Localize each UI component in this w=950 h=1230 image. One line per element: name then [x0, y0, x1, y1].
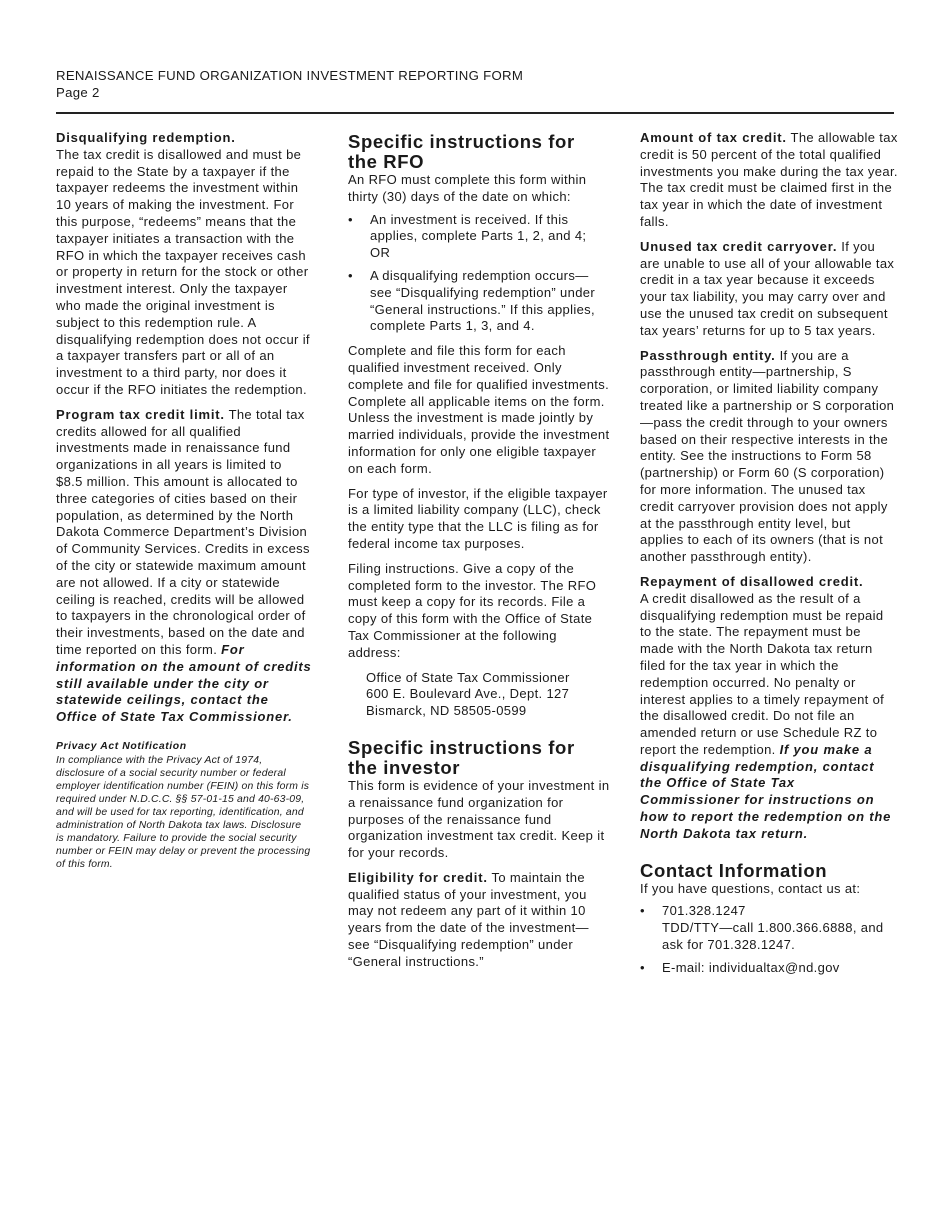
disqualifying-redemption-section	[56, 130, 312, 399]
column-right	[640, 130, 898, 985]
mailing-address	[366, 670, 610, 720]
rfo-intro: An RFO must complete this form within thirty (30) days of the date on which:	[348, 172, 587, 204]
page-number: Page 2	[56, 85, 100, 100]
form-title: RENAISSANCE FUND ORGANIZATION INVESTMENT REPORTING FORM	[56, 68, 524, 83]
rfo-bullet-text: An investment is received. If this applies, complete Parts 1, 2, and 4; OR	[370, 211, 587, 261]
privacy-act-notice	[56, 740, 312, 871]
disqualifying-redemption-body: The tax credit is disallowed and must be repaid to the State by a taxpayer if the taxpayer redeems the investment within 10 years of making the investment. For this purpose, “redeems” means that the taxpayer initiates a transaction with the RFO in which the taxpayer receives cash or property in return for the stock or other investment interest. Only the taxpayer who made the original investment is subject to this redemption rule. A disqualifying redemption does not occur if a taxpayer transfers part or all of an investment to a third party, nor does it occur if the RFO initiates the redemption.	[56, 146, 310, 397]
program-limit-section	[56, 407, 312, 726]
repayment-title: Repayment of disallowed credit.	[640, 573, 864, 589]
bullet-icon: •	[640, 959, 645, 975]
eligibility-section	[348, 870, 610, 971]
address-line: Bismarck, ND 58505-0599	[366, 703, 527, 719]
contact-heading: Contact Information	[640, 859, 828, 881]
program-limit-body: The total tax credits allowed for all qualified investments made in renaissance fund organizations in all years is limited to $8.5 million. This amount is allocated to three categories of cities based on their population, as determined by the North Dakota Commerce Department’s Division of Community Services. Credits in excess of the city or statewide maximum amount are not allowed. If a city or statewide ceiling is reached, credits will be allowed to taxpayers in the chronological order of their investments, based on the date and time reported on this form.	[56, 406, 310, 657]
repayment-emphasis: If you make a disqualifying redemption, contact the Office of State Tax Commissioner for instructions on how to report the redemption on the North Dakota tax return.	[640, 741, 892, 841]
rfo-heading: Specific instructions for the RFO	[348, 131, 575, 172]
passthrough-body: If you are a passthrough entity—partnership, S corporation, or limited liability company treated like a partnership or S corporation—pass the credit through to your owners based on their respective interests in the entity. See the instructions to Form 58 (partnership) or Form 60 (S corporation) for more information. The unused tax credit carryover provision does not apply at the passthrough entity level, but applies to each of its owners (that is not another passthrough entity).	[640, 347, 895, 565]
bullet-icon: •	[640, 903, 645, 919]
disqualifying-redemption-title: Disqualifying redemption.	[56, 130, 236, 145]
list-item	[640, 903, 898, 953]
page-header	[56, 67, 523, 101]
passthrough-section	[640, 348, 898, 566]
contact-list	[640, 903, 898, 976]
complete-and-file-paragraph: Complete and file this form for each qualified investment received. Only complete and file for qualified investments. Complete all applicable items on the form. Unless the investment is made jointly by married individuals, provide the investment information for only one eligible taxpayer on each form.	[348, 343, 610, 476]
investor-type-paragraph: For type of investor, if the eligible taxpayer is a limited liability company (LLC), check the entity type that the LLC is filing as for federal income tax purposes.	[348, 485, 608, 551]
bullet-icon: •	[348, 211, 353, 227]
list-item	[348, 212, 610, 262]
repayment-body: A credit disallowed as the result of a disqualifying redemption must be repaid to the state. The repayment must be made with the North Dakota tax return filed for the tax year in which the redemption occurred. No penalty or interest applies to a timely repayment of the disallowed credit. Do not file an amended return or use Schedule RZ to report the redemption.	[640, 590, 885, 757]
contact-tdd: TDD/TTY—call 1.800.366.6888, and ask for 701.328.1247.	[662, 920, 884, 953]
passthrough-title: Passthrough entity.	[640, 347, 776, 363]
privacy-act-body: In compliance with the Privacy Act of 1974, disclosure of a social security number or federal employer identification number (FEIN) on this form is required under N.D.C.C. §§ 57-01-15 and 40-63-09, and will be used for tax reporting, identification, and administration of North Dakota tax laws. Disclosure is mandatory. Failure to provide the social security number or FEIN may delay or prevent the processing of this form.	[56, 754, 311, 870]
carryover-title: Unused tax credit carryover.	[640, 238, 838, 254]
program-limit-title: Program tax credit limit.	[56, 406, 225, 422]
amount-body: The allowable tax credit is 50 percent of the total qualified investments you make during the tax year. The tax credit must be claimed first in the tax year in which the date of investment falls.	[640, 130, 898, 229]
column-middle	[348, 130, 610, 979]
repayment-section	[640, 574, 898, 843]
list-item	[640, 960, 898, 977]
filing-instructions-paragraph: Filing instructions. Give a copy of the completed form to the investor. The RFO must keep a copy for its records. File a copy of this form with the Office of State Tax Commissioner at the following address:	[348, 560, 597, 660]
rfo-bullet-text: A disqualifying redemption occurs—see “Disqualifying redemption” under “General instructions.” If this applies, complete Parts 1, 3, and 4.	[370, 267, 596, 334]
program-limit-emphasis: For information on the amount of credits still available under the city or statewide ceilings, contact the Office of State Tax Commissioner.	[56, 641, 312, 725]
eligibility-title: Eligibility for credit.	[348, 869, 488, 885]
list-item	[348, 268, 610, 335]
amount-title: Amount of tax credit.	[640, 130, 787, 145]
address-line: 600 E. Boulevard Ave., Dept. 127	[366, 686, 570, 702]
contact-phone: 701.328.1247	[662, 903, 746, 919]
investor-heading: Specific instructions for the investor	[348, 736, 575, 778]
privacy-act-title: Privacy Act Notification	[56, 740, 187, 752]
carryover-body: If you are unable to use all of your allowable tax credit in a tax year because it exceeds your tax liability, you may carry over and use the unused tax credit on subsequent tax years’ returns for up to 5 tax years.	[640, 238, 895, 338]
contact-intro: If you have questions, contact us at:	[640, 880, 861, 896]
column-left	[56, 130, 312, 871]
eligibility-body: To maintain the qualified status of your investment, you may not redeem any part of it within 10 years from the date of the investment—see “Disqualifying redemption” under “General instructions.”	[348, 869, 589, 969]
address-line: Office of State Tax Commissioner	[366, 669, 570, 685]
bullet-icon: •	[348, 267, 353, 283]
investor-intro: This form is evidence of your investment in a renaissance fund organization for purposes of the renaissance fund organization investment tax credit. Keep it for your records.	[348, 777, 610, 861]
contact-email: E-mail: individualtax@nd.gov	[662, 959, 840, 975]
carryover-section	[640, 239, 898, 340]
rfo-bullet-list	[348, 212, 610, 336]
amount-section	[640, 130, 898, 231]
header-divider	[56, 112, 894, 114]
